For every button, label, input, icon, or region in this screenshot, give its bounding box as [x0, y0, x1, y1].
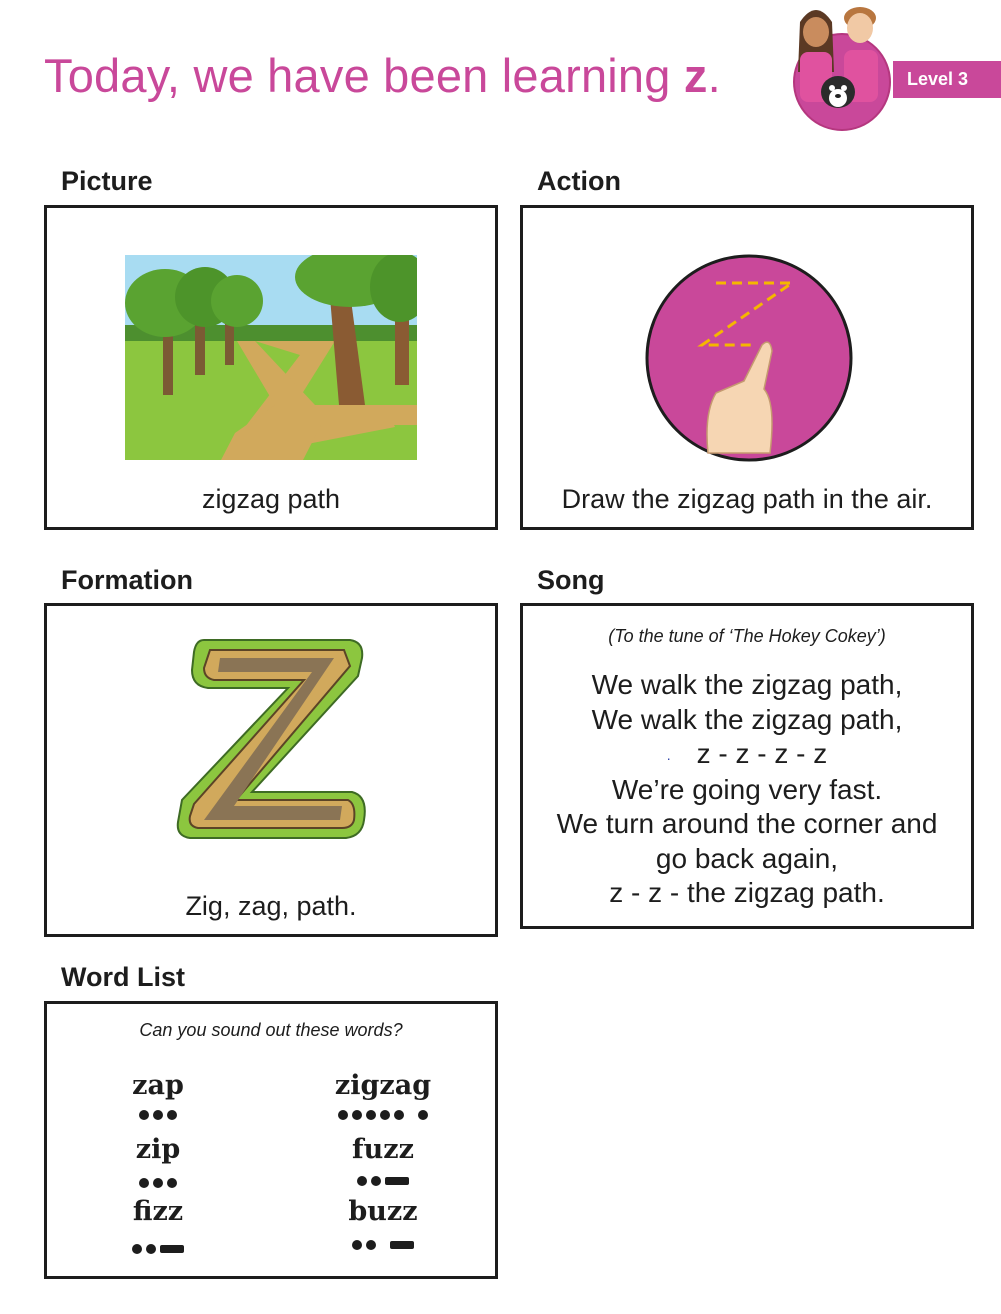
word-item: buzz — [348, 1196, 418, 1227]
word-list-heading: Word List — [61, 962, 185, 992]
sound-dot-icon — [338, 1110, 348, 1120]
sound-dot-icon — [394, 1110, 404, 1120]
picture-heading: Picture — [61, 166, 153, 196]
song-line: We turn around the corner and — [556, 808, 938, 840]
song-line: We walk the zigzag path, — [591, 703, 903, 735]
picture-caption: zigzag path — [201, 484, 341, 514]
word-list-prompt: Can you sound out these words? — [139, 1020, 403, 1040]
song-line-text: z - z - z - z — [696, 738, 828, 769]
action-card — [520, 205, 974, 530]
action-heading: Action — [537, 166, 621, 196]
sound-dot-icon — [153, 1110, 163, 1120]
song-line — [523, 737, 971, 773]
title-letter: z — [683, 49, 708, 102]
dot-icon: . — [666, 747, 671, 764]
song-heading: Song — [537, 565, 605, 595]
sound-markers — [293, 1238, 473, 1252]
word-item: zigzag — [334, 1070, 432, 1101]
sound-dot-icon — [167, 1178, 177, 1188]
sound-markers — [293, 1174, 473, 1188]
sound-dot-icon — [366, 1110, 376, 1120]
sound-dot-icon — [146, 1244, 156, 1254]
sound-dot-icon — [153, 1178, 163, 1188]
digraph-dash-icon — [160, 1245, 184, 1253]
word-list-card — [44, 1001, 498, 1279]
page-title — [44, 48, 721, 103]
sound-markers — [293, 1108, 473, 1122]
digraph-dash-icon — [390, 1241, 414, 1249]
digraph-dash-icon — [385, 1177, 409, 1185]
sound-dot-icon — [357, 1176, 367, 1186]
sound-dot-icon — [132, 1244, 142, 1254]
zigzag-path-illustration — [125, 255, 417, 460]
word-item: fuzz — [352, 1134, 414, 1165]
sound-dot-icon — [352, 1110, 362, 1120]
song-lyrics — [523, 668, 971, 911]
word-item: fizz — [132, 1196, 184, 1227]
sound-dot-icon — [366, 1240, 376, 1250]
formation-heading: Formation — [61, 565, 193, 595]
song-tune: (To the tune of ‘The Hokey Cokey’) — [608, 626, 886, 646]
sound-markers — [68, 1108, 248, 1122]
sound-dot-icon — [380, 1110, 390, 1120]
formation-card — [44, 603, 498, 937]
song-card — [520, 603, 974, 929]
sound-dot-icon — [167, 1110, 177, 1120]
song-line: We’re going very fast. — [611, 773, 883, 805]
sound-dot-icon — [139, 1110, 149, 1120]
word-item: zap — [132, 1070, 184, 1101]
mascot-children-dog-icon — [786, 2, 898, 132]
finger-tracing-z-illustration — [644, 253, 854, 463]
letter-z-path-illustration — [174, 636, 368, 842]
sound-dot-icon — [371, 1176, 381, 1186]
song-line: We walk the zigzag path, — [591, 669, 903, 700]
song-line: z - z - the zigzag path. — [609, 877, 885, 909]
sound-dot-icon — [352, 1240, 362, 1250]
title-prefix: Today, we have been learning — [44, 49, 684, 102]
title-suffix: . — [707, 49, 721, 102]
sound-markers — [68, 1176, 248, 1190]
sound-markers — [68, 1242, 248, 1256]
word-item: zip — [135, 1134, 181, 1165]
sound-dot-icon — [418, 1110, 428, 1120]
song-line: go back again, — [655, 842, 839, 874]
level-badge: Level 3 — [893, 61, 1001, 98]
picture-card — [44, 205, 498, 530]
formation-caption: Zig, zag, path. — [185, 891, 357, 921]
sound-dot-icon — [139, 1178, 149, 1188]
action-caption: Draw the zigzag path in the air. — [561, 484, 933, 514]
